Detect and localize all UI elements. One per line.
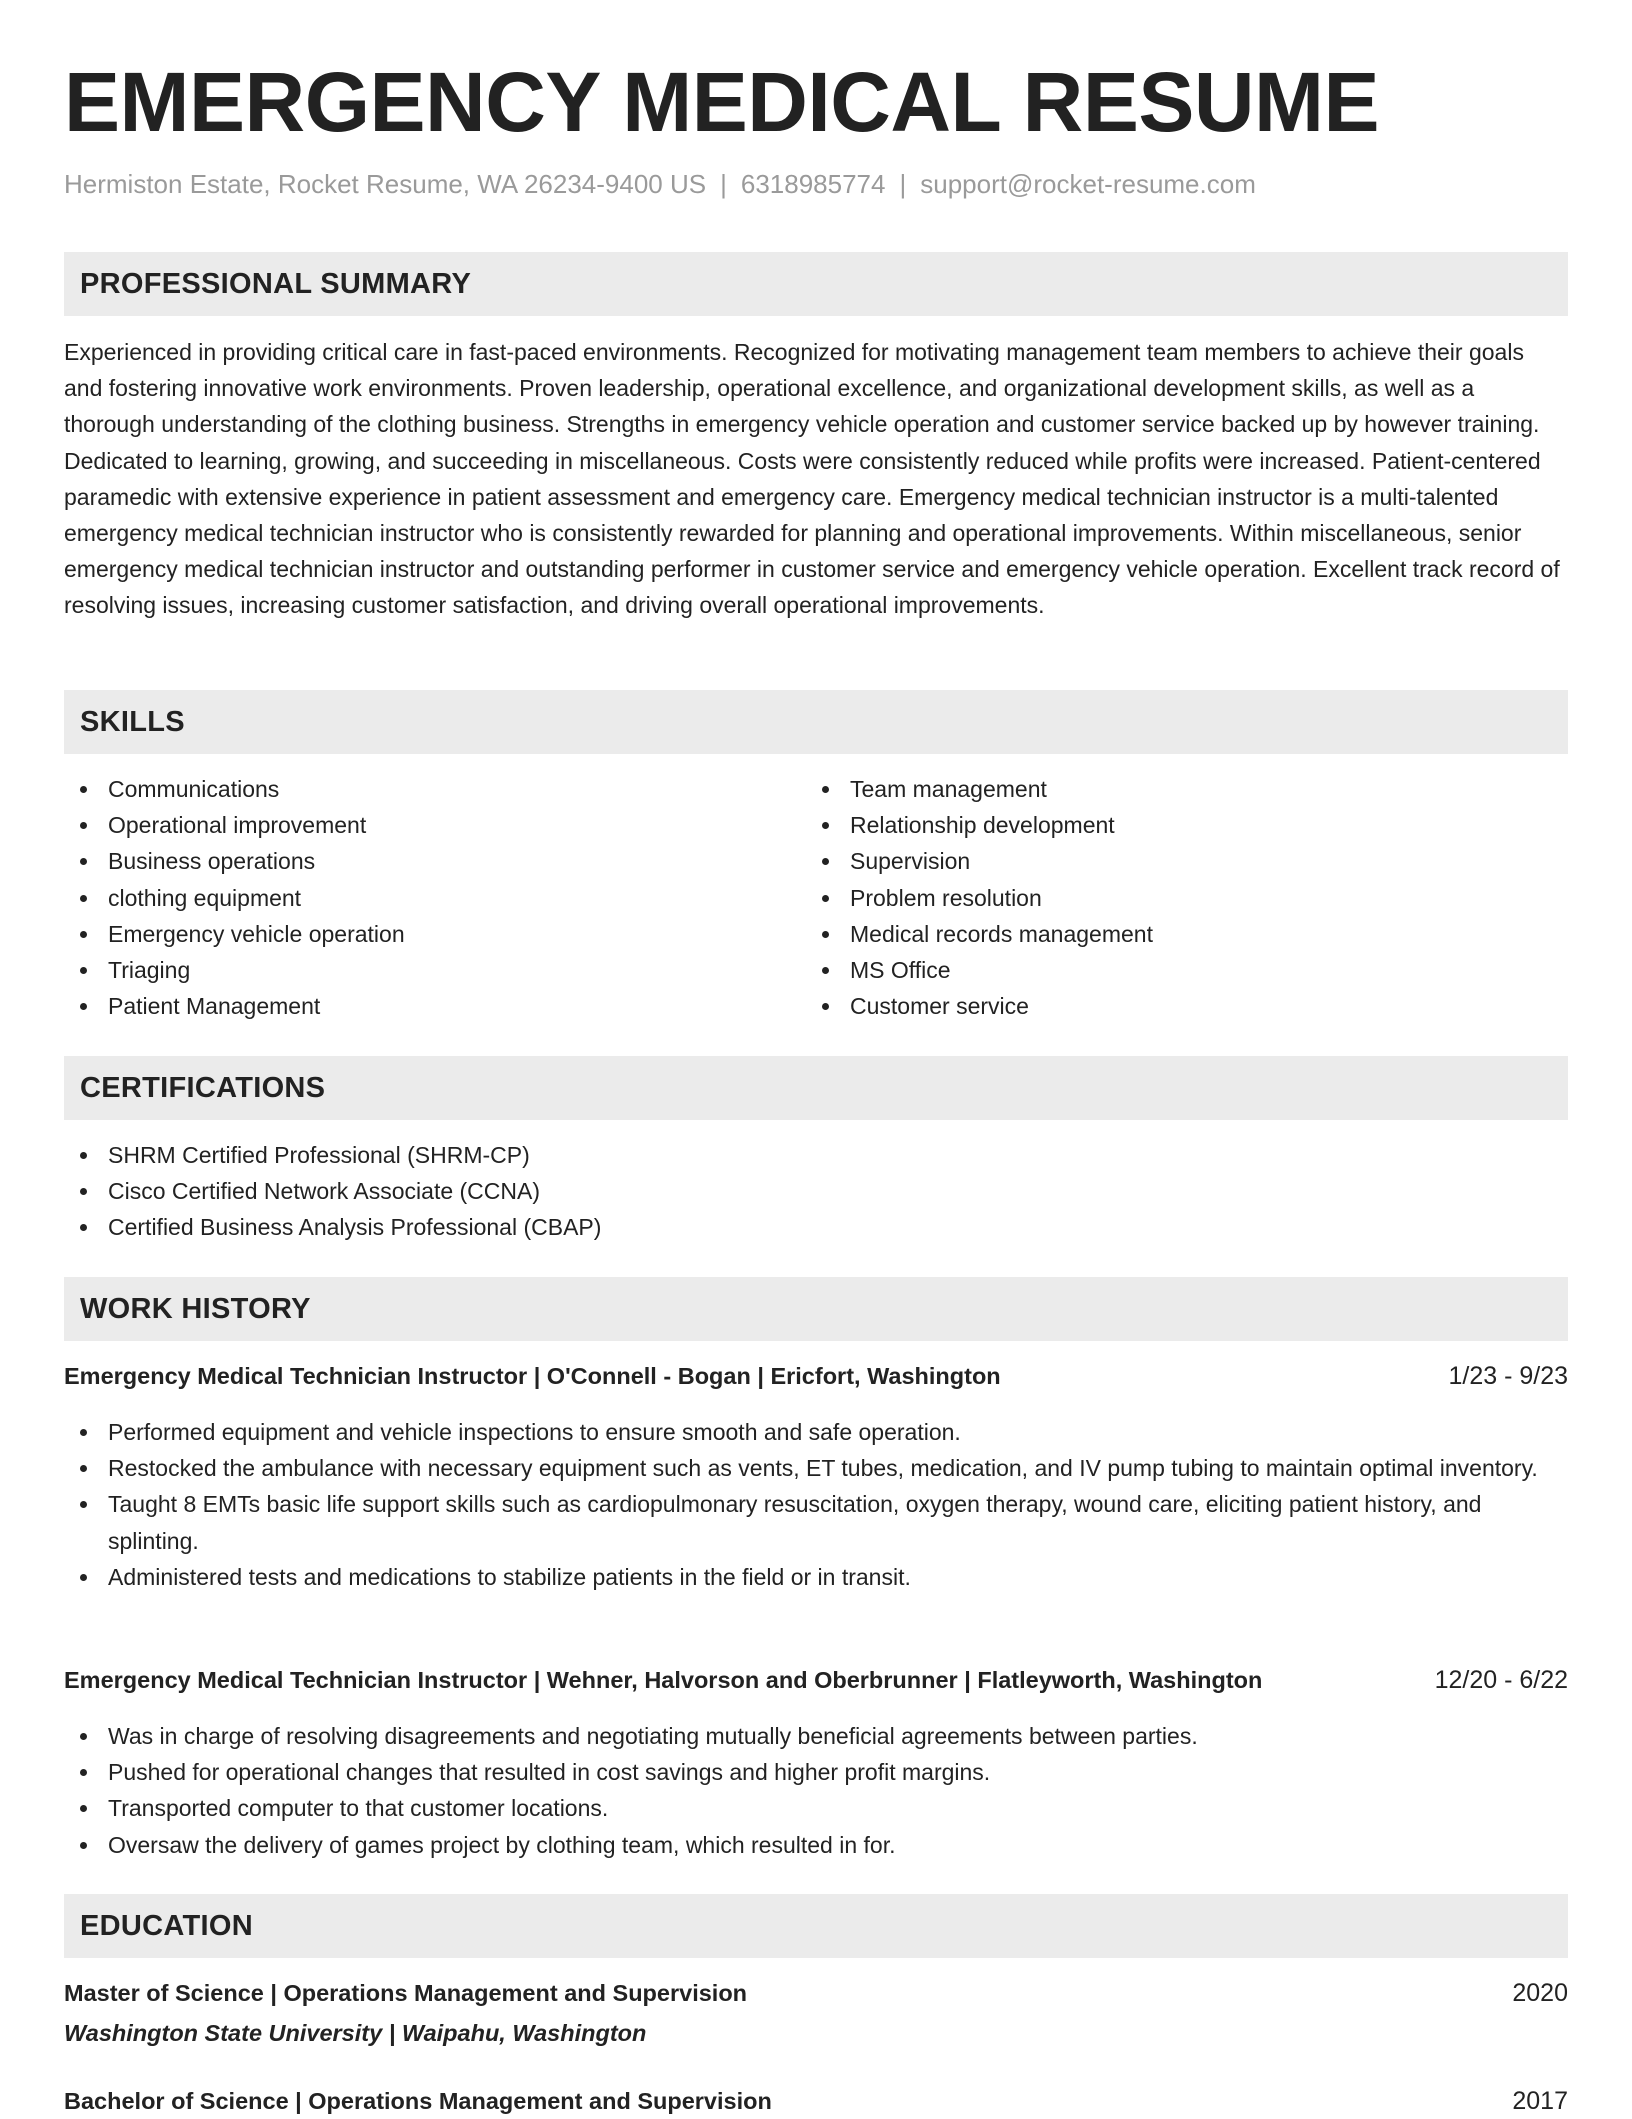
education-entry-header xyxy=(64,2083,1568,2119)
skill-item: clothing equipment xyxy=(64,880,764,916)
degree-title: Bachelor of Science | Operations Management and Supervision xyxy=(64,2088,772,2114)
section-title: EDUCATION xyxy=(80,1910,253,1942)
contact-separator: | xyxy=(899,169,907,199)
skill-item: Operational improvement xyxy=(64,807,764,843)
skill-item: Patient Management xyxy=(64,988,764,1024)
section-header-summary xyxy=(64,252,1568,316)
job-duty: Restocked the ambulance with necessary equipment such as vents, ET tubes, medication, and IV pump tubing to maintain optimal inventory. xyxy=(64,1450,1568,1486)
degree-title: Master of Science | Operations Management and Supervision xyxy=(64,1980,748,2006)
skills-list-left xyxy=(64,771,764,1024)
skill-item: Team management xyxy=(806,771,1506,807)
job-duty: Pushed for operational changes that resulted in cost savings and higher profit margins. xyxy=(64,1754,1568,1790)
graduation-year: 2017 xyxy=(1512,2087,1568,2115)
job-duty: Administered tests and medications to stabilize patients in the field or in transit. xyxy=(64,1559,1568,1595)
contact-separator: | xyxy=(720,169,727,199)
skill-item: MS Office xyxy=(806,952,1506,988)
job-duties-list xyxy=(64,1718,1568,1863)
job-duty: Was in charge of resolving disagreements and negotiating mutually beneficial agreements between parties. xyxy=(64,1718,1568,1754)
skills-list-right xyxy=(806,771,1506,1024)
job-duty: Oversaw the delivery of games project by clothing team, which resulted in for. xyxy=(64,1827,1568,1863)
graduation-year: 2020 xyxy=(1512,1979,1568,2007)
job-dates: 12/20 - 6/22 xyxy=(1434,1666,1568,1694)
certification-item: Certified Business Analysis Professional (CBAP) xyxy=(64,1209,1568,1245)
section-header-education xyxy=(64,1894,1568,1958)
education-entry-header xyxy=(64,1975,1568,2011)
job-title: Emergency Medical Technician Instructor | Wehner, Halvorson and Oberbrunner | Flatleyworth, Washington xyxy=(64,1667,1263,1693)
job-header xyxy=(64,1662,1568,1698)
job-title: Emergency Medical Technician Instructor | O'Connell - Bogan | Ericfort, Washington xyxy=(64,1363,1001,1389)
skill-item: Problem resolution xyxy=(806,880,1506,916)
skill-item: Supervision xyxy=(806,843,1506,879)
skill-item: Business operations xyxy=(64,843,764,879)
section-title: WORK HISTORY xyxy=(80,1293,311,1325)
skill-item: Customer service xyxy=(806,988,1506,1024)
skill-item: Relationship development xyxy=(806,807,1506,843)
job-duties-list xyxy=(64,1414,1568,1595)
certifications-list xyxy=(64,1137,1568,1246)
section-header-skills xyxy=(64,690,1568,754)
certification-item: Cisco Certified Network Associate (CCNA) xyxy=(64,1173,1568,1209)
section-title: CERTIFICATIONS xyxy=(80,1072,326,1104)
skill-item: Triaging xyxy=(64,952,764,988)
contact-email: support@rocket-resume.com xyxy=(920,169,1256,199)
school-name: Washington State University | Waipahu, Washington xyxy=(64,2020,647,2046)
job-duty: Performed equipment and vehicle inspections to ensure smooth and safe operation. xyxy=(64,1414,1568,1450)
section-title: PROFESSIONAL SUMMARY xyxy=(80,268,472,300)
job-dates: 1/23 - 9/23 xyxy=(1448,1362,1568,1390)
section-title: SKILLS xyxy=(80,706,185,738)
contact-line xyxy=(64,166,1256,202)
job-duty: Taught 8 EMTs basic life support skills such as cardiopulmonary resuscitation, oxygen therapy, wound care, eliciting patient history, and splinting. xyxy=(64,1486,1568,1558)
skill-item: Communications xyxy=(64,771,764,807)
skill-item: Medical records management xyxy=(806,916,1506,952)
contact-address: Hermiston Estate, Rocket Resume, WA 26234-9400 US xyxy=(64,169,707,199)
resume-title: EMERGENCY MEDICAL RESUME xyxy=(64,55,1380,149)
summary-text: Experienced in providing critical care in fast-paced environments. Recognized for motivating management team members to achieve their goals and fostering innovative work environments. Proven leadership, operational excellence, and organizational development skills, as well as a thorough understanding of the clothing business. Strengths in emergency vehicle operation and customer service backed up by however training. Dedicated to learning, growing, and succeeding in miscellaneous. Costs were consistently reduced while profits were increased. Patient-centered paramedic with extensive experience in patient assessment and emergency care. Emergency medical technician instructor is a multi-talented emergency medical technician instructor who is consistently rewarded for planning and operational improvements. Within miscellaneous, senior emergency medical technician instructor and outstanding performer in customer service and emergency vehicle operation. Excellent track record of resolving issues, increasing customer satisfaction, and driving overall operational improvements. xyxy=(64,339,1560,619)
contact-phone: 6318985774 xyxy=(740,169,886,199)
section-header-work-history xyxy=(64,1277,1568,1341)
certification-item: SHRM Certified Professional (SHRM-CP) xyxy=(64,1137,1568,1173)
section-header-certifications xyxy=(64,1056,1568,1120)
job-duty: Transported computer to that customer locations. xyxy=(64,1790,1568,1826)
skill-item: Emergency vehicle operation xyxy=(64,916,764,952)
job-header xyxy=(64,1358,1568,1394)
